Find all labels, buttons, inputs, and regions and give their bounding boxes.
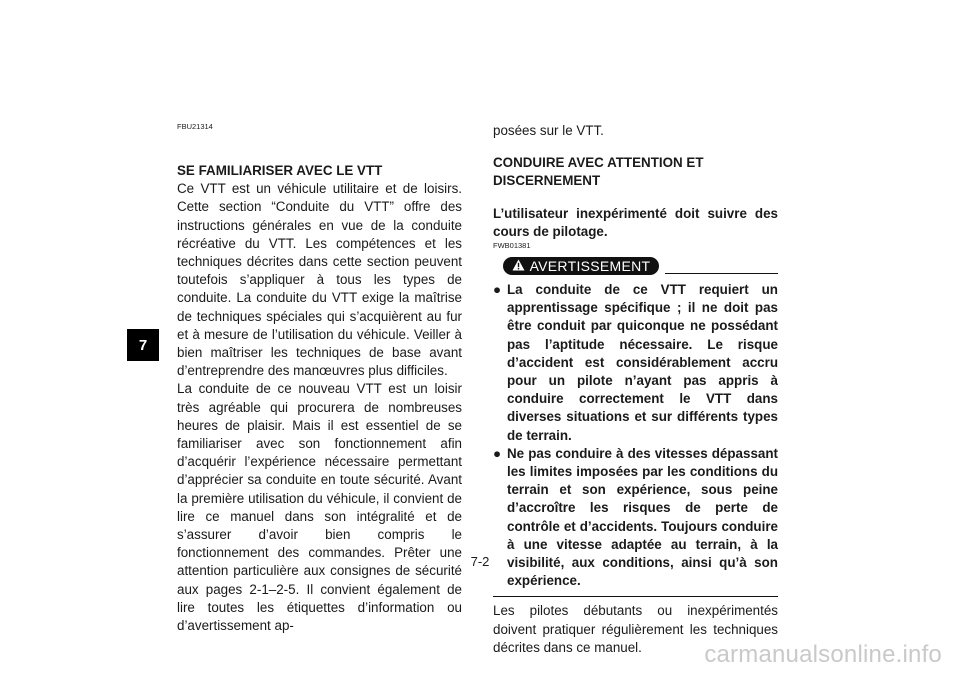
paragraph-2: La conduite de ce nouveau VTT est un loisir très agréable qui procurera de nombreuses heures de plaisir. Mais il est essentiel de se familiariser avec son fonctionnement afin d’acquérir l’expérience nécessaire permettant d’apprécier sa conduite en toute sécurité. Avant la première utilisation du véhicule, il convient de lire ce manuel dans son intégralité et de s’assurer d’avoir bien compris le fonctionnement des commandes. Prêter une attention particulière aux consignes de sécurité aux pages 2-1–2-5. Il convient également de lire toutes les étiquettes d’information ou d’avertissement ap- [177,381,462,634]
list-item: ● Ne pas conduire à des vitesses dépassant les limites imposées par les conditions du terrain et son expérience, sous peine d’accroître les risques de perte de contrôle et d’accidents. Toujours conduire à une vitesse adaptée au terrain, à la visibilité, aux conditions, ainsi qu’à son expérience. [493,445,778,589]
right-column [493,122,778,657]
warning-rule [665,273,778,274]
warning-badge [503,257,659,275]
bullet-icon: ● [493,445,502,461]
watermark: carmanualsonline.info [704,641,942,668]
continuation-text: posées sur le VTT. [493,123,604,138]
section-heading-2: CONDUIRE AVEC ATTENTION ET DISCERNEMENT [493,155,704,189]
bullet-icon: ● [493,282,502,298]
list-item: ● La conduite de ce VTT requiert un apprentissage spécifique ; il ne doit pas être conduit par quiconque ne possédant pas l’aptitude nécessaire. Le risque d’accident est considérablement accru pour un pilote n’ayant pas appris à conduire correctement le VTT dans diverses situations et sur différents types de terrain. [493,282,778,443]
lead-text: L’utilisateur inexpérimenté doit suivre des cours de pilotage. [493,205,778,239]
warning-end-rule [493,596,778,597]
paragraph-1: Ce VTT est un véhicule utilitaire et de loisirs. Cette section “Conduite du VTT” offre des instructions générales en vue de la conduite récréative du VTT. Les compétences et les techniques décrites dans cette section peuvent toutefois s’appliquer à tous les types de conduite. La conduite du VTT exige la maîtrise de techniques spéciales qui s’acquièrent au fur et à mesure de l’utilisation du véhicule. Veiller à bien maîtriser les techniques de base avant d’entreprendre des manœuvres plus difficiles. [177,181,462,379]
section-heading: SE FAMILIARISER AVEC LE VTT [177,163,383,178]
warning-triangle-icon [512,257,525,275]
warning-label: AVERTISSEMENT [529,257,651,274]
closing-paragraph: Les pilotes débutants ou inexpérimentés doivent pratiquer régulièrement les techniques décrites dans ce manuel. [493,603,778,655]
warning-list [493,281,778,590]
page-number: 7-2 [470,554,490,569]
warning-code: FWB01381 [493,241,531,251]
section-code: FBU21314 [177,122,213,131]
chapter-tab: 7 [127,329,159,361]
warning-header [493,253,778,281]
left-column [177,122,462,635]
